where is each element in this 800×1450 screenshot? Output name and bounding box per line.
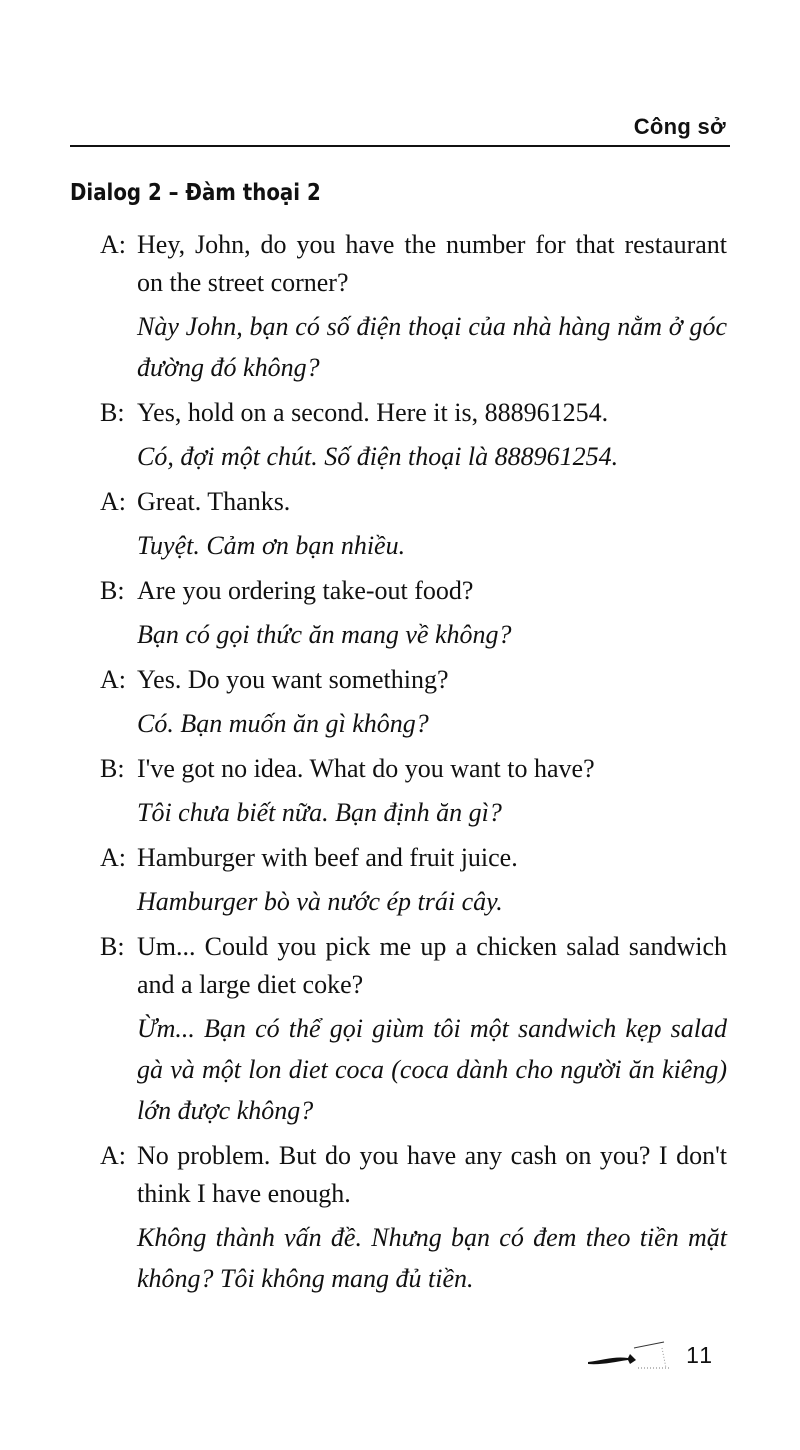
vietnamese-translation: Không thành vấn đề. Nhưng bạn có đem theo tiền mặt không? Tôi không mang đủ tiền. — [137, 1223, 727, 1293]
page-number: 11 — [686, 1341, 714, 1368]
turn-content — [137, 661, 727, 750]
section-heading: Dialog 2 – Đàm thoại 2 — [70, 180, 321, 206]
speaker-label: B: — [100, 932, 125, 961]
speaker-label: B: — [100, 398, 125, 427]
dialog-turn — [100, 483, 727, 572]
dialog-turn — [100, 839, 727, 928]
turn-content — [137, 572, 727, 661]
speaker-label: B: — [100, 754, 125, 783]
dialog-turn — [100, 750, 727, 839]
english-line: Um... Could you pick me up a chicken salad sandwich and a large diet coke? — [137, 932, 727, 999]
vietnamese-translation: Có. Bạn muốn ăn gì không? — [137, 709, 429, 738]
vietnamese-translation: Ừm... Bạn có thể gọi giùm tôi một sandwich kẹp salad gà và một lon diet coca (coca dành cho người ăn kiêng) lớn được không? — [137, 1014, 727, 1125]
dialog-turn — [100, 928, 727, 1137]
speaker-label: A: — [100, 1141, 126, 1170]
dialog — [100, 226, 727, 1305]
vietnamese-translation: Bạn có gọi thức ăn mang về không? — [137, 620, 512, 649]
dialog-turn — [100, 1137, 727, 1305]
english-line: I've got no idea. What do you want to have? — [137, 754, 595, 783]
vietnamese-translation: Này John, bạn có số điện thoại của nhà hàng nằm ở góc đường đó không? — [137, 312, 727, 382]
english-line: No problem. But do you have any cash on you? I don't think I have enough. — [137, 1141, 727, 1208]
english-line: Yes, hold on a second. Here it is, 888961254. — [137, 398, 609, 427]
turn-content — [137, 483, 727, 572]
vietnamese-translation: Tuyệt. Cảm ơn bạn nhiều. — [137, 531, 406, 560]
vietnamese-translation: Tôi chưa biết nữa. Bạn định ăn gì? — [137, 798, 502, 827]
dialog-turn — [100, 226, 727, 394]
speaker-label: A: — [100, 487, 126, 516]
page-footer — [584, 1338, 714, 1372]
speaker-label: A: — [100, 843, 126, 872]
running-header: Công sở — [633, 114, 726, 139]
turn-content — [137, 928, 727, 1137]
english-line: Hey, John, do you have the number for that restaurant on the street corner? — [137, 230, 727, 297]
dialog-turn — [100, 394, 727, 483]
english-line: Hamburger with beef and fruit juice. — [137, 843, 518, 872]
turn-content — [137, 839, 727, 928]
speaker-label: A: — [100, 230, 126, 259]
header-rule — [70, 145, 730, 147]
speaker-label: B: — [100, 576, 125, 605]
english-line: Yes. Do you want something? — [137, 665, 449, 694]
vietnamese-translation: Có, đợi một chút. Số điện thoại là 888961254. — [137, 442, 619, 471]
turn-content — [137, 226, 727, 394]
turn-content — [137, 1137, 727, 1305]
english-line: Great. Thanks. — [137, 487, 291, 516]
turn-content — [137, 394, 727, 483]
dialog-turn — [100, 572, 727, 661]
english-line: Are you ordering take-out food? — [137, 576, 474, 605]
dialog-turn — [100, 661, 727, 750]
speaker-label: A: — [100, 665, 126, 694]
pen-swoosh-icon — [584, 1338, 672, 1372]
turn-content — [137, 750, 727, 839]
vietnamese-translation: Hamburger bò và nước ép trái cây. — [137, 887, 503, 916]
